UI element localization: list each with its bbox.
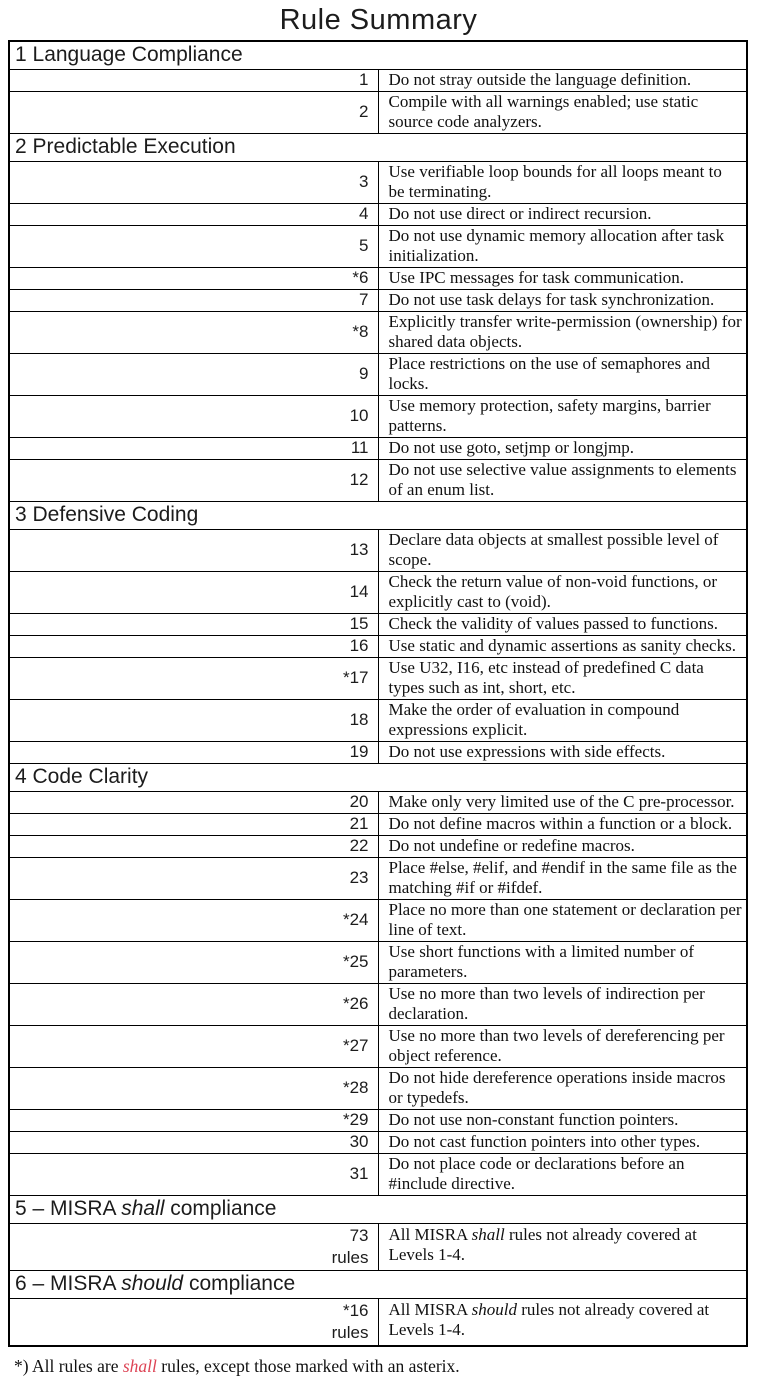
rule-number-cell: 19 [9, 742, 378, 764]
text-segment: rules not already covered at Levels 1-4. [388, 1300, 710, 1339]
rule-text-cell [378, 312, 747, 354]
rule-number-cell: 23 [9, 858, 378, 900]
rule-text-cell [378, 268, 747, 290]
section-header-label [9, 134, 747, 162]
rule-text-cell [378, 984, 747, 1026]
text-segment: Use verifiable loop bounds for all loops meant to be terminating. [388, 162, 722, 201]
rule-text-cell [378, 742, 747, 764]
rule-row [9, 572, 747, 614]
text-segment: 2 Predictable Execution [15, 135, 236, 158]
rule-row [9, 1026, 747, 1068]
rule-row [9, 1068, 747, 1110]
rule-row [9, 700, 747, 742]
rule-row [9, 614, 747, 636]
text-segment: Use U32, I16, etc instead of predefined C data types such as int, short, etc. [388, 658, 704, 697]
rule-row [9, 460, 747, 502]
rule-number-cell: 13 [9, 530, 378, 572]
text-segment: compliance [164, 1197, 277, 1220]
text-segment: Do not place code or declarations before an #include directive. [388, 1154, 685, 1193]
section-header-row-1 [9, 41, 747, 70]
rule-number-cell [9, 1299, 378, 1347]
rule-text-cell [378, 942, 747, 984]
rule-text-cell [378, 1224, 747, 1271]
rule-number-cell: *29 [9, 1110, 378, 1132]
text-segment: compliance [183, 1272, 296, 1295]
italic-word: should [471, 1300, 517, 1319]
rule-row [9, 1224, 747, 1271]
rule-text-cell [378, 226, 747, 268]
rule-text-cell [378, 1110, 747, 1132]
rule-number-cell: *6 [9, 268, 378, 290]
rule-number-cell: 20 [9, 792, 378, 814]
text-segment: Do not define macros within a function or a block. [388, 814, 733, 833]
text-segment: 1 Language Compliance [15, 43, 243, 66]
rule-row [9, 636, 747, 658]
text-segment: All MISRA [388, 1225, 472, 1244]
rule-number-unit: rules [331, 1248, 369, 1267]
rule-number-cell: 21 [9, 814, 378, 836]
rule-row [9, 92, 747, 134]
rule-row [9, 268, 747, 290]
rule-number-cell: 4 [9, 204, 378, 226]
rule-number-cell: 5 [9, 226, 378, 268]
rule-text-cell [378, 530, 747, 572]
rule-summary-table-body [9, 41, 747, 1346]
rule-text-cell [378, 814, 747, 836]
rule-number-cell: 30 [9, 1132, 378, 1154]
italic-word: should [121, 1272, 184, 1295]
section-header-row-5 [9, 1196, 747, 1224]
page-title: Rule Summary [279, 4, 478, 36]
text-segment: Use memory protection, safety margins, barrier patterns. [388, 396, 711, 435]
rule-text-cell [378, 792, 747, 814]
text-segment: Do not use goto, setjmp or longjmp. [388, 438, 635, 457]
rule-number-cell: 14 [9, 572, 378, 614]
rule-number: *16 [342, 1301, 369, 1320]
rule-row [9, 438, 747, 460]
section-header-row-4 [9, 764, 747, 792]
text-segment: Place #else, #elif, and #endif in the same file as the matching #if or #ifdef. [388, 858, 737, 897]
rule-row [9, 162, 747, 204]
text-segment: Use no more than two levels of indirection per declaration. [388, 984, 705, 1023]
rule-row [9, 742, 747, 764]
rule-text-cell [378, 614, 747, 636]
rule-row [9, 1154, 747, 1196]
rule-text-cell [378, 92, 747, 134]
rule-row [9, 1110, 747, 1132]
rule-number-cell: *25 [9, 942, 378, 984]
rule-number-cell: 7 [9, 290, 378, 312]
rule-number-cell: *17 [9, 658, 378, 700]
rule-row [9, 658, 747, 700]
rule-number-cell: 3 [9, 162, 378, 204]
rule-number-cell: 31 [9, 1154, 378, 1196]
rule-summary-table [8, 40, 748, 1347]
rule-text-cell [378, 1154, 747, 1196]
text-segment: Use no more than two levels of dereferencing per object reference. [388, 1026, 725, 1065]
text-segment: Do not use selective value assignments to elements of an enum list. [388, 460, 737, 499]
text-segment: Make the order of evaluation in compound expressions explicit. [388, 700, 680, 739]
text-segment: Do not use direct or indirect recursion. [388, 204, 652, 223]
text-segment: All MISRA [388, 1300, 472, 1319]
rule-row [9, 204, 747, 226]
rule-text-cell [378, 460, 747, 502]
text-segment: Compile with all warnings enabled; use static source code analyzers. [388, 92, 699, 131]
text-segment: 6 – MISRA [15, 1272, 122, 1295]
rule-number-cell [9, 1224, 378, 1271]
rule-text-cell [378, 70, 747, 92]
rule-number: 73 [349, 1226, 369, 1245]
section-header-label [9, 41, 747, 70]
section-header-label [9, 1271, 747, 1299]
rule-text-cell [378, 836, 747, 858]
section-header-label [9, 502, 747, 530]
rule-text-cell [378, 1132, 747, 1154]
rule-number-cell: 22 [9, 836, 378, 858]
rule-number-cell: *27 [9, 1026, 378, 1068]
rule-text-cell [378, 572, 747, 614]
section-header-row-2 [9, 134, 747, 162]
rule-row [9, 70, 747, 92]
rule-number-cell: 11 [9, 438, 378, 460]
text-segment: Do not undefine or redefine macros. [388, 836, 635, 855]
rule-row [9, 396, 747, 438]
rule-number-cell: *24 [9, 900, 378, 942]
text-segment: rules, except those marked with an asterix. [156, 1356, 460, 1376]
text-segment: 3 Defensive Coding [15, 503, 199, 526]
rule-number-cell: 2 [9, 92, 378, 134]
rule-number-cell: 18 [9, 700, 378, 742]
rule-row [9, 814, 747, 836]
rule-number-cell: 1 [9, 70, 378, 92]
rule-number-cell: 12 [9, 460, 378, 502]
text-segment: Explicitly transfer write-permission (ownership) for shared data objects. [388, 312, 742, 351]
text-segment: Do not cast function pointers into other types. [388, 1132, 701, 1151]
text-segment: Do not use task delays for task synchronization. [388, 290, 715, 309]
text-segment: Do not use non-constant function pointers. [388, 1110, 679, 1129]
rule-text-cell [378, 1026, 747, 1068]
rule-row [9, 984, 747, 1026]
rule-number-cell: *28 [9, 1068, 378, 1110]
text-segment: Use short functions with a limited number of parameters. [388, 942, 694, 981]
rule-text-cell [378, 438, 747, 460]
rule-row [9, 354, 747, 396]
section-header-label [9, 1196, 747, 1224]
text-segment: Place restrictions on the use of semaphores and locks. [388, 354, 710, 393]
section-header-row-3 [9, 502, 747, 530]
rule-number-cell: 15 [9, 614, 378, 636]
text-segment: Do not stray outside the language definition. [388, 70, 692, 89]
text-segment: *) All rules are [14, 1356, 123, 1376]
rule-text-cell [378, 290, 747, 312]
highlighted-word: shall [122, 1356, 157, 1376]
rule-number-unit: rules [331, 1323, 369, 1342]
text-segment: rules not already covered at Levels 1-4. [388, 1225, 697, 1264]
rule-number-cell: *26 [9, 984, 378, 1026]
rule-number-cell: 10 [9, 396, 378, 438]
rule-row [9, 312, 747, 354]
rule-text-cell [378, 354, 747, 396]
text-segment: Use static and dynamic assertions as sanity checks. [388, 636, 736, 655]
rule-row [9, 792, 747, 814]
rule-text-cell [378, 636, 747, 658]
rule-row [9, 1132, 747, 1154]
text-segment: Check the return value of non-void functions, or explicitly cast to (void). [388, 572, 718, 611]
rule-text-cell [378, 1299, 747, 1347]
rule-row [9, 900, 747, 942]
text-segment: 4 Code Clarity [15, 765, 149, 788]
rule-text-cell [378, 396, 747, 438]
italic-word: shall [121, 1197, 165, 1220]
text-segment: Make only very limited use of the C pre-processor. [388, 792, 735, 811]
rule-row [9, 1299, 747, 1347]
rule-text-cell [378, 1068, 747, 1110]
rule-number-cell: 9 [9, 354, 378, 396]
rule-row [9, 530, 747, 572]
rule-row [9, 226, 747, 268]
section-header-label [9, 764, 747, 792]
text-segment: Do not use dynamic memory allocation after task initialization. [388, 226, 725, 265]
text-segment: Check the validity of values passed to functions. [388, 614, 719, 633]
rule-row [9, 290, 747, 312]
rule-text-cell [378, 900, 747, 942]
text-segment: Do not use expressions with side effects. [388, 742, 666, 761]
rule-number-cell: 16 [9, 636, 378, 658]
footnote [14, 1356, 757, 1377]
rule-number-cell: *8 [9, 312, 378, 354]
rule-text-cell [378, 700, 747, 742]
text-segment: Declare data objects at smallest possible level of scope. [388, 530, 719, 569]
text-segment: Use IPC messages for task communication. [388, 268, 685, 287]
rule-row [9, 942, 747, 984]
text-segment: 5 – MISRA [15, 1197, 122, 1220]
rule-text-cell [378, 162, 747, 204]
rule-text-cell [378, 858, 747, 900]
section-header-row-6 [9, 1271, 747, 1299]
rule-row [9, 858, 747, 900]
italic-word: shall [471, 1225, 505, 1244]
text-segment: Place no more than one statement or declaration per line of text. [388, 900, 742, 939]
rule-text-cell [378, 658, 747, 700]
text-segment: Do not hide dereference operations inside macros or typedefs. [388, 1068, 726, 1107]
rule-row [9, 836, 747, 858]
rule-text-cell [378, 204, 747, 226]
